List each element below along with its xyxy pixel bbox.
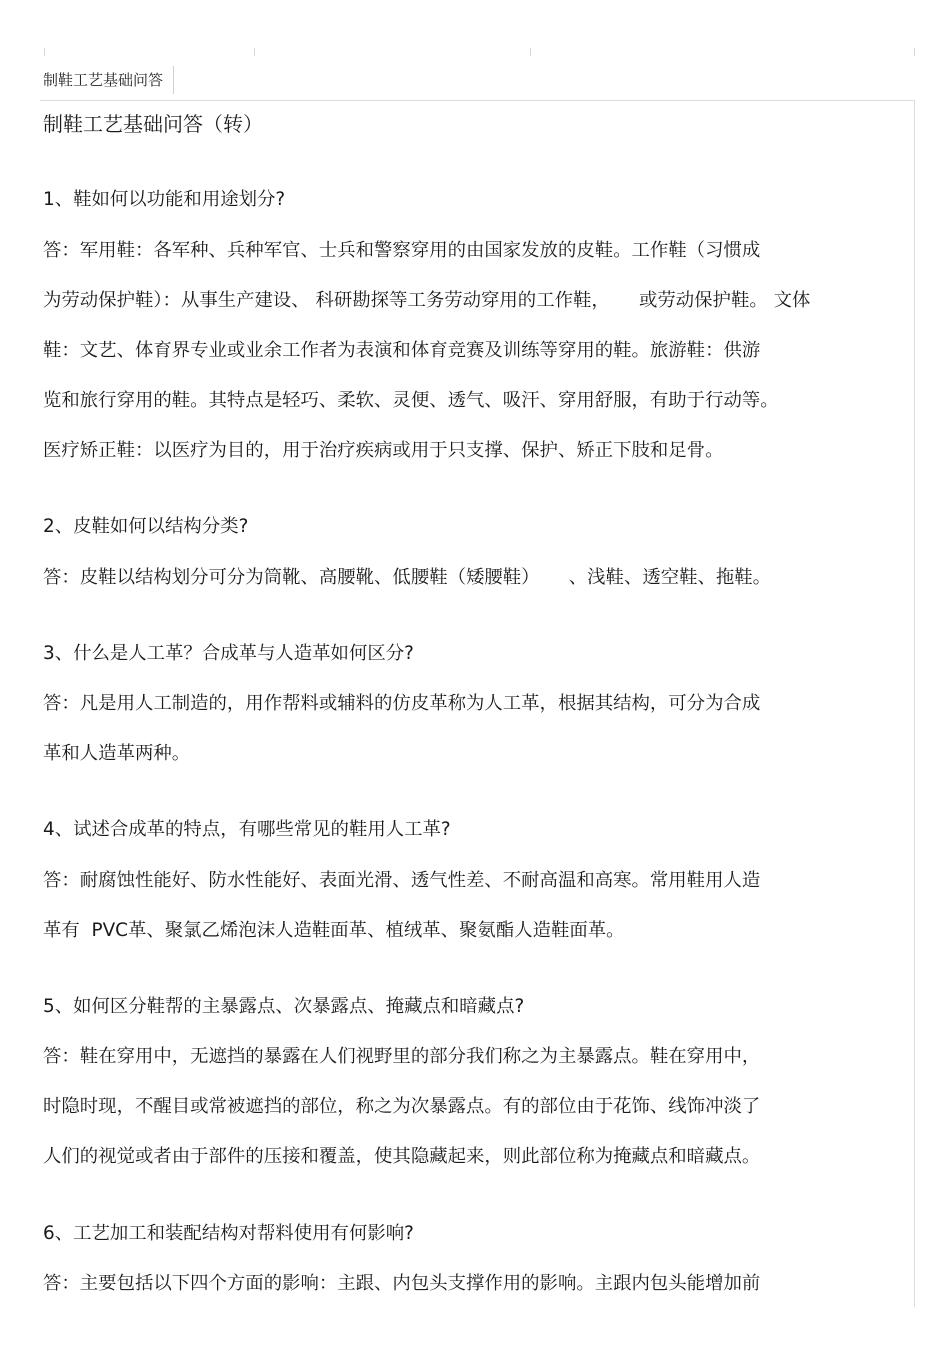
question-heading: 1、鞋如何以功能和用途划分? <box>43 189 286 210</box>
page-edge-mark <box>44 48 45 56</box>
answer-line: 答：皮鞋以结构划分可分为筒靴、高腰靴、低腰鞋（矮腰鞋） 、浅鞋、透空鞋、拖鞋。 <box>43 567 772 588</box>
answer-line: 医疗矫正鞋：以医疗为目的，用于治疗疾病或用于只支撑、保护、矫正下肢和足骨。 <box>43 440 724 461</box>
answer-line: 时隐时现，不醒目或常被遮挡的部位，称之为次暴露点。有的部位由于花饰、线饰冲淡了 <box>43 1096 761 1117</box>
answer-line: 览和旅行穿用的鞋。其特点是轻巧、柔软、灵便、透气、吸汗、穿用舒服，有助于行动等。 <box>43 390 779 411</box>
answer-line: 革和人造革两种。 <box>43 743 191 764</box>
question-heading: 6、工艺加工和装配结构对帮料使用有何影响? <box>43 1223 414 1244</box>
document-title: 制鞋工艺基础问答（转） <box>43 112 263 136</box>
answer-line: 答：鞋在穿用中，无遮挡的暴露在人们视野里的部分我们称之为主暴露点。鞋在穿用中， <box>43 1046 761 1067</box>
question-heading: 2、皮鞋如何以结构分类? <box>43 516 249 537</box>
answer-line: 革有 PVC革、聚氯乙烯泡沫人造鞋面革、植绒革、聚氨酯人造鞋面革。 <box>43 920 625 941</box>
question-heading: 3、什么是人工革？合成革与人造革如何区分? <box>43 643 414 664</box>
answer-line: 人们的视觉或者由于部件的压接和覆盖，使其隐藏起来，则此部位称为掩藏点和暗藏点。 <box>43 1146 761 1167</box>
question-heading: 5、如何区分鞋帮的主暴露点、次暴露点、掩藏点和暗藏点? <box>43 996 525 1017</box>
page-edge-mark <box>530 48 531 56</box>
answer-line: 答：主要包括以下四个方面的影响：主跟、内包头支撑作用的影响。主跟内包头能增加前 <box>43 1273 761 1294</box>
answer-line: 鞋：文艺、体育界专业或业余工作者为表演和体育竞赛及训练等穿用的鞋。旅游鞋：供游 <box>43 340 761 361</box>
page-edge-mark <box>254 48 255 56</box>
answer-line: 答：军用鞋：各军种、兵种军官、士兵和警察穿用的由国家发放的皮鞋。工作鞋（习惯成 <box>43 240 761 261</box>
answer-line: 为劳动保护鞋）：从事生产建设、 科研勘探等工务劳动穿用的工作鞋， 或劳动保护鞋。 文体 <box>43 290 811 311</box>
page-edge-mark <box>914 48 915 56</box>
answer-line: 答：凡是用人工制造的，用作帮料或辅料的仿皮革称为人工革，根据其结构，可分为合成 <box>43 693 761 714</box>
answer-line: 答：耐腐蚀性能好、防水性能好、表面光滑、透气性差、不耐高温和高寒。常用鞋用人造 <box>43 870 761 891</box>
question-heading: 4、试述合成革的特点，有哪些常见的鞋用人工革? <box>43 819 451 840</box>
document-tab[interactable]: 制鞋工艺基础问答 <box>40 66 174 94</box>
